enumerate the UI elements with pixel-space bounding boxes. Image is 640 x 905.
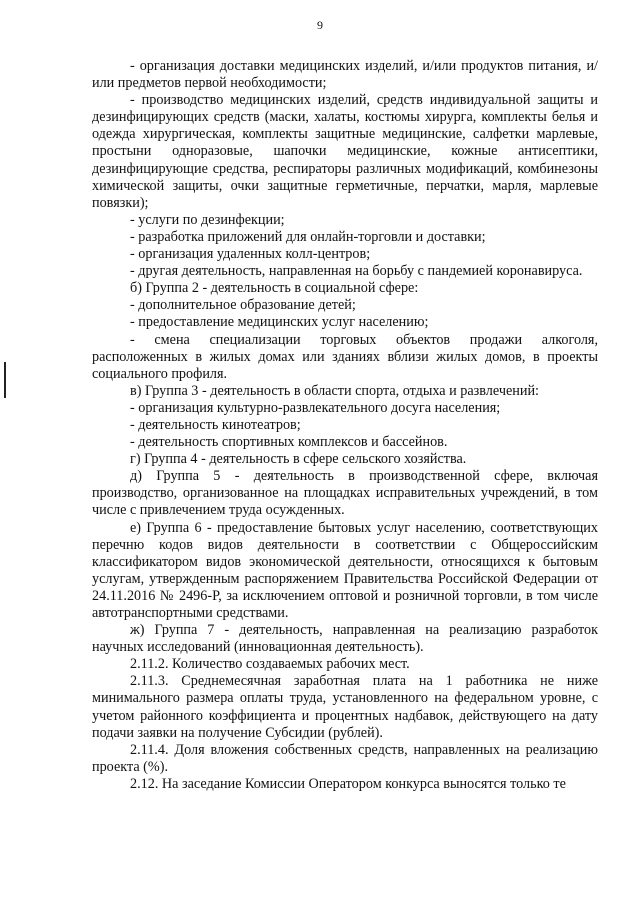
group-heading: б) Группа 2 - деятельность в социальной сфере: [130, 280, 419, 297]
paragraph: - деятельность спортивных комплексов и бассейнов. [130, 434, 448, 451]
group-heading: д) Группа 5 - деятельность в производственной сфере, включая производство, организованное на площадках исправительных учреждений, в том числе с привлечением труда осужденных. [92, 468, 598, 519]
clause: 2.11.2. Количество создаваемых рабочих мест. [130, 656, 410, 673]
group-heading: е) Группа 6 - предоставление бытовых услуг населению, соответствующих перечню кодов видов деятельности в соответствии с Общероссийским классификатором видов экономической деятельности, относящихся к бытовым услугам, утвержденным распоряжением Правительства Российской Федерации от 24.11.2016 № 2496-Р, за исключением оптовой и розничной торговли, в том числе автотранспортными средствами. [92, 519, 598, 621]
paragraph: - другая деятельность, направленная на борьбу с пандемией коронавируса. [130, 263, 583, 280]
paragraph: - разработка приложений для онлайн-торговли и доставки; [130, 228, 486, 245]
group-heading: в) Группа 3 - деятельность в области спорта, отдыха и развлечений: [130, 382, 539, 399]
page-number: 9 [317, 18, 323, 32]
paragraph: - предоставление медицинских услуг населению; [130, 314, 429, 331]
paragraph: - услуги по дезинфекции; [130, 211, 285, 228]
group-heading: ж) Группа 7 - деятельность, направленная на реализацию разработок научных исследований (инновационная деятельность). [92, 622, 598, 656]
document-body [92, 58, 598, 793]
paragraph: - производство медицинских изделий, средств индивидуальной защиты и дезинфицирующих средств (маски, халаты, костюмы хирурга, комплекты белья и одежда хирургическая, комплекты защитные медицинские, салфетки марлевые, простыни одноразовые, шапочки медицинские, кожные антисептики, дезинфицирующие средства, респираторы различных модификаций, комбинезоны химической защиты, очки защитные герметичные, перчатки, марля, марлевые повязки); [92, 92, 598, 211]
paragraph: - дополнительное образование детей; [130, 297, 356, 314]
paragraph: - деятельность кинотеатров; [130, 416, 301, 433]
paragraph: - организация культурно-развлекательного досуга населения; [130, 399, 501, 416]
paragraph: - организация удаленных колл-центров; [130, 246, 371, 263]
clause: 2.11.3. Среднемесячная заработная плата на 1 работника не ниже минимального размера оплаты труда, установленного на федеральном уровне, с учетом районного коэффициента и процентных надбавок, действующего на дату подачи заявки на получение Субсидии (рублей). [92, 673, 598, 741]
paragraph: - организация доставки медицинских изделий, и/или продуктов питания, и/или предметов первой необходимости; [92, 58, 598, 92]
scan-margin-mark [4, 362, 6, 398]
clause: 2.12. На заседание Комиссии Оператором конкурса выносятся только те [130, 775, 566, 792]
group-heading: г) Группа 4 - деятельность в сфере сельского хозяйства. [130, 451, 467, 468]
clause: 2.11.4. Доля вложения собственных средств, направленных на реализацию проекта (%). [92, 741, 598, 775]
paragraph: - смена специализации торговых объектов продажи алкоголя, расположенных в жилых домах или зданиях вблизи жилых домов, в проекты социального профиля. [92, 331, 598, 382]
